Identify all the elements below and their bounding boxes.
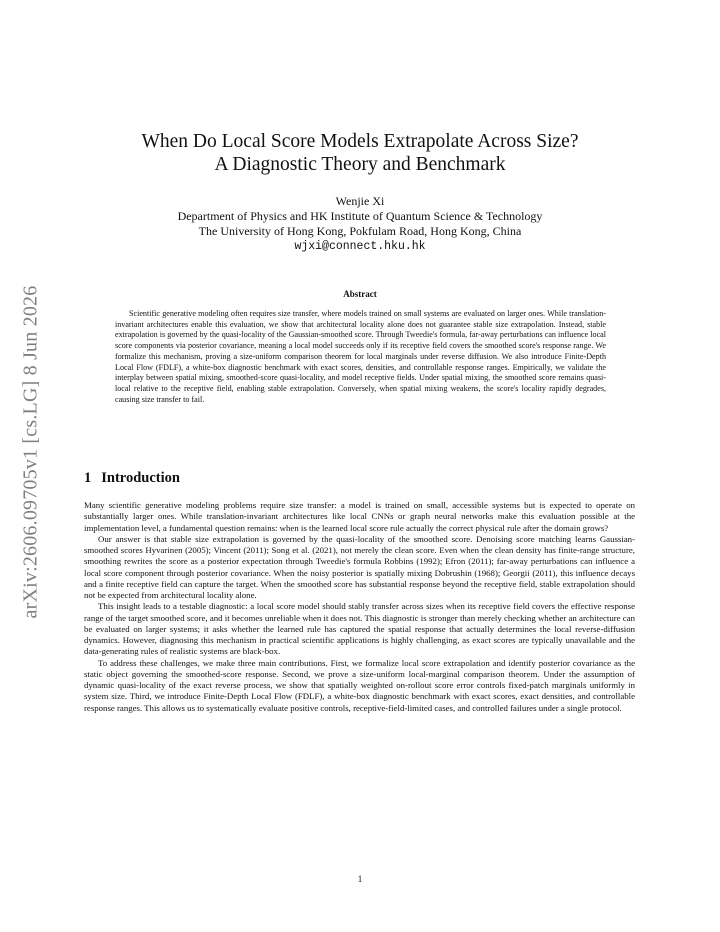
abstract-heading: Abstract bbox=[343, 289, 377, 299]
paragraph-1: Many scientific generative modeling problems require size transfer: a model is trained on small, accessible systems but is expected to operate on substantially larger ones. While translation-invariant architectures like local CNNs or graph neural networks make this evaluation possible at the implementation level, a fundamental question remains: when is the learned local score rule actually the correct physical rule after the domain grows? bbox=[84, 500, 635, 533]
section-number: 1 bbox=[84, 470, 92, 486]
author-block bbox=[80, 194, 640, 254]
paper-title-line-2: A Diagnostic Theory and Benchmark bbox=[214, 154, 506, 175]
section-title: Introduction bbox=[101, 470, 180, 486]
paragraph-3: This insight leads to a testable diagnostic: a local score model should stably transfer across sizes when its receptive field covers the effective response range of the target smoothed score, and it becomes unreliable when it does not. This diagnostic is stronger than merely checking whether an architecture can be evaluated on larger systems; it asks whether the learned rule has captured the spatial response that actually determines the local reverse-diffusion dynamics. However, diagnosing this mechanism in practical scientific applications is highly challenging, as exact scores are typically unavailable and the data-generating rules of realistic systems are black-box. bbox=[84, 601, 635, 657]
paper-title-line-1: When Do Local Score Models Extrapolate Across Size? bbox=[141, 131, 579, 152]
introduction-body bbox=[84, 500, 635, 714]
paper-title bbox=[80, 130, 640, 176]
abstract-text: Scientific generative modeling often requires size transfer, where models trained on small systems are evaluated on larger ones. While translation-invariant architectures enable this evaluation, we show that architectural locality alone does not guarantee stable size extrapolation. Instead, stable extrapolation is governed by the quasi-locality of the Gaussian-smoothed score. Through Tweedie's formula, far-away perturbations can influence local score components via posterior covariance, meaning a local model succeeds only if its receptive field covers the smoothed score's response range. We formalize this mechanism, proving a size-uniform comparison theorem for local marginals under reverse diffusion. We also introduce Finite-Depth Local Flow (FDLF), a white-box diagnostic benchmark with exact scores, densities, and controllable response ranges. Empirically, we validate the interplay between spatial mixing, smoothed-score quasi-locality, and model receptive fields. Under spatial mixing, the smoothed score remains quasi-local relative to the receptive field, enabling stable extrapolation. Conversely, when spatial mixing weakens, the score's locality rapidly degrades, causing size transfer to fail. bbox=[115, 309, 606, 404]
page-number: 1 bbox=[357, 874, 363, 884]
arxiv-identifier-stamp: arXiv:2606.09705v1 [cs.LG] 8 Jun 2026 bbox=[19, 285, 42, 619]
section-heading-introduction bbox=[84, 470, 180, 487]
paragraph-4: To address these challenges, we make three main contributions. First, we formalize local score extrapolation and identify posterior covariance as the static object governing the smoothed-score response. Second, we prove a size-uniform local-marginal comparison theorem. Under the assumption of dynamic quasi-locality of the exact reverse process, we show that spatially weighted on-rollout score error controls fixed-patch marginals uniformly in system size. Third, we introduce Finite-Depth Local Flow (FDLF), a white-box diagnostic benchmark with exact scores, exact densities, and controllable response ranges. This allows us to systematically evaluate positive controls, receptive-field-limited cases, and controlled failures under a single protocol. bbox=[84, 657, 635, 713]
author-email: wjxi@connect.hku.hk bbox=[294, 240, 426, 253]
author-name: Wenjie Xi bbox=[335, 194, 385, 208]
paragraph-2: Our answer is that stable size extrapolation is governed by the quasi-locality of the smoothed score. Denoising score matching learns Gaussian-smoothed scores Hyvarinen (2005); Vincent (2011); Song et al. (2021), not merely the clean score. Even when the clean density has finite-range structure, smoothing rewrites the score as a posterior expectation through Tweedie's formula Robbins (1992); Efron (2011); far-away perturbations can influence a local score component through posterior covariance. When the noisy posterior is spatially mixing Dobrushin (1968); Georgii (2011), this influence decays and a finite receptive field can capture the target. When the smoothed score has substantial response beyond the receptive field, stable extrapolation should not be expected from architectural locality alone. bbox=[84, 533, 635, 600]
author-affiliation-1: Department of Physics and HK Institute of Quantum Science & Technology bbox=[177, 209, 543, 223]
author-affiliation-2: The University of Hong Kong, Pokfulam Road, Hong Kong, China bbox=[198, 224, 522, 238]
